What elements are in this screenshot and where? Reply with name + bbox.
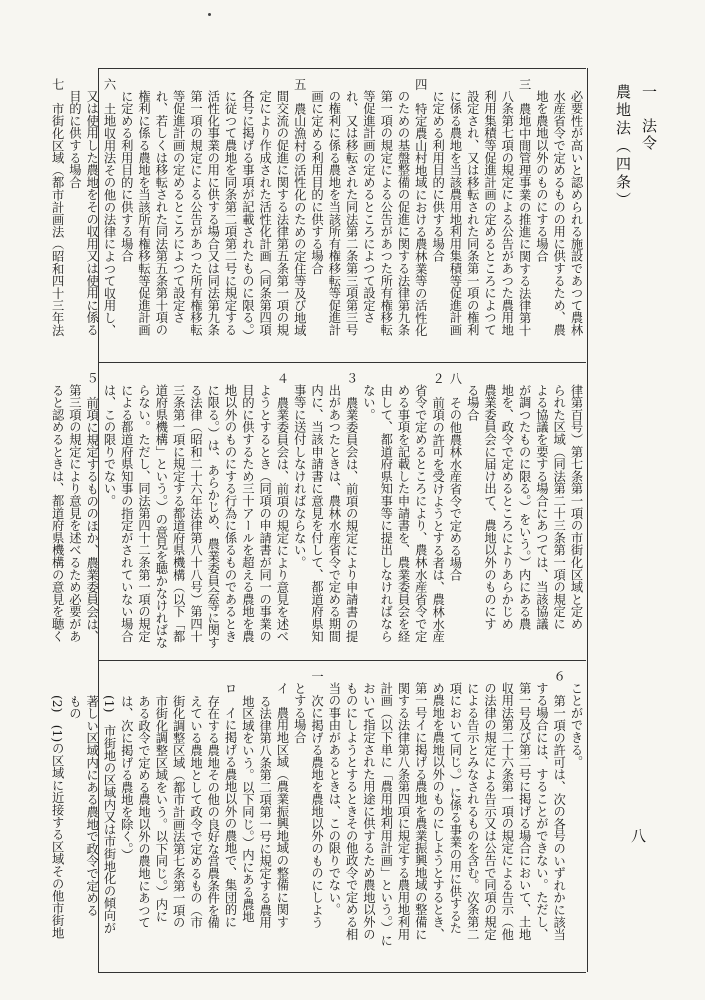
- text-line: 八 その他農林水産省令で定める場合: [447, 372, 462, 582]
- bottom-rule: [98, 972, 586, 973]
- text-line: 第一項の規定による公告があつた所有権移転: [378, 90, 393, 337]
- text-line: の法律の規定による告示又は公告で同項の規定: [482, 682, 497, 941]
- text-line: が調つたものに限る。）をいう。）内にある農: [517, 384, 532, 631]
- text-line: イ 農用地区域（農業振興地域の整備に関す: [274, 682, 289, 929]
- text-line: 存在する農地その他の良好な営農条件を備: [205, 694, 220, 929]
- text-line: 項において同じ。）に係る事業の用に供するた: [447, 682, 462, 935]
- text-line: ない。: [361, 384, 376, 422]
- text-line: えている農地として政令で定めるもの（市: [188, 694, 203, 929]
- text-line: 内に、当該申請書に意見を付して、都道府県知: [309, 384, 324, 643]
- text-line: 権利に係る農地を当該所有権移転等促進計画: [136, 90, 151, 337]
- text-line: による都道府県知事の指定がされていない場合: [119, 384, 134, 643]
- text-line: (2) (1)の区域に近接する区域その他市街地: [50, 694, 65, 939]
- text-line: 三条第一項に規定する都道府県機構（以下「都: [171, 384, 186, 643]
- text-line: 三 農地中間管理事業の推進に関する法律第十: [517, 78, 532, 337]
- text-line: 地以外のものにする行為に係るものであるとき: [223, 384, 238, 643]
- text-line: ２ 前項の許可を受けようとする者は、農林水産: [430, 372, 445, 643]
- text-line: に定める利用目的に供する場合: [119, 90, 134, 263]
- printer-mark: [208, 13, 211, 16]
- header-section-label: 一 法令: [640, 84, 658, 152]
- text-line: 八条第七項の規定による公告があつた農用地: [499, 90, 514, 337]
- text-line: 地区域をいう。以下同じ。）内にある農地: [240, 694, 255, 923]
- text-line: る法律第八条第二項第一号に規定する農用: [257, 694, 272, 929]
- text-line: 律第百号）第七条第一項の市街化区域と定め: [569, 384, 583, 631]
- text-line: に従つて農地を同条第二項第二号に規定する: [223, 90, 238, 337]
- text-line: 収用法第二十六条第一項の規定による告示（他: [499, 682, 514, 941]
- text-line: 一 次に掲げる農地を農地以外のものにしよう: [309, 670, 324, 929]
- text-line: は、次に掲げる農地を除く。）: [119, 694, 134, 861]
- text-line: られた区域（同法第二十三条第一項の規定に: [551, 384, 566, 631]
- header-law-title: 農地法（四条）: [614, 84, 632, 210]
- text-line: 地を農地以外のものにする場合: [534, 90, 549, 263]
- text-line: ５ 前項に規定するもののほか、農業委員会は、: [84, 372, 99, 643]
- text-line: に係る農地を当該農用地利用集積等促進計画: [447, 90, 462, 337]
- text-line: 各号に掲げる事項が記載されたものに限る。）: [240, 90, 255, 343]
- text-line: 地を、政令で定めるところによりあらかじめ: [499, 384, 514, 631]
- text-line: 利用集積等促進計画の定めるところによつて: [482, 90, 497, 337]
- text-line: (1) 市街地の区域内又は市街地化の傾向が: [101, 694, 116, 934]
- text-line: 農業委員会に届け出て、農地以外のものにす: [482, 384, 497, 631]
- text-line: る場合: [465, 384, 480, 422]
- text-line: ことができる。: [569, 682, 583, 769]
- text-line: 間交流の促進に関する法律第五条第一項の規: [274, 90, 289, 337]
- text-line: は、この限りでない。: [101, 384, 116, 508]
- text-line: ようとするとき（同項の申請書が同一の事業の: [257, 384, 272, 643]
- text-line: め農地を農地以外のものにしようとするとき、: [430, 682, 445, 941]
- text-line: 設定され、又は移転された同条第一項の権利: [465, 90, 480, 337]
- text-line: 由して、都道府県知事等に提出しなければなら: [378, 384, 393, 643]
- text-block-upper: [50, 78, 584, 356]
- text-line: 又は使用した農地をその収用又は使用に係る: [84, 90, 99, 337]
- text-line: ものにしようとするときその他政令で定める相: [344, 682, 359, 941]
- text-line: おいて指定された用途に供するため農地以外の: [361, 682, 376, 941]
- text-line: による告示とみなされるものを含む。次条第二: [465, 682, 480, 941]
- text-line: ロ イに掲げる農地以外の農地で、集団的に: [223, 682, 238, 929]
- text-line: 市街化調整区域をいう。以下同じ。）内に: [153, 694, 168, 923]
- text-line: 第一号イに掲げる農地を農業振興地域の整備に: [413, 682, 428, 941]
- text-line: 著しい区域内にある農地で政令で定める: [84, 694, 99, 916]
- text-line: よる協議を要する場合にあつては、当該協議: [534, 384, 549, 631]
- text-line: 関する法律第八条第四項に規定する農用地利用: [396, 682, 411, 941]
- text-line: れ、若しくは移転された同法第五条第十項の: [153, 90, 168, 337]
- divider-rule-2: [98, 660, 586, 661]
- text-line: ３ 農業委員会は、前項の規定により申請書の提: [344, 372, 359, 643]
- text-line: 第一号及び第二号に掲げる場合において、土地: [517, 682, 532, 941]
- text-line: 活性化事業の用に供する場合又は同法第九条: [205, 90, 220, 337]
- text-line: 当の事由があるときは、この限りでない。: [326, 682, 341, 916]
- text-line: 六 土地収用法その他の法律によつて収用し、: [101, 78, 116, 337]
- text-line: ある政令で定める農地以外の農地にあつて: [136, 694, 151, 929]
- text-line: に定める利用目的に供する場合: [430, 90, 445, 263]
- page-number: 八: [629, 828, 647, 843]
- text-line: 第一項の規定による公告があつた所有権移転: [188, 90, 203, 337]
- text-line: 目的に供するため三十アールを超える農地を農: [240, 384, 255, 643]
- text-line: 街化調整区域（都市計画法第七条第一項の: [171, 694, 186, 929]
- top-rule: [98, 68, 586, 69]
- text-line: る法律（昭和二十六年法律第八十八号）第四十: [188, 384, 203, 643]
- text-line: 画に定める利用目的に供する場合: [309, 90, 324, 275]
- text-line: 目的に供する場合: [67, 90, 82, 189]
- text-line: のための基盤整備の促進に関する法律第九条: [396, 90, 411, 337]
- text-line: する場合には、することができない。ただし、: [534, 682, 549, 941]
- text-line: 水産省令で定めるものの用に供するため、農: [551, 90, 566, 337]
- divider-rule-1: [98, 362, 586, 363]
- text-line: 省令で定めるところにより、農林水産省令で定: [413, 384, 428, 643]
- text-line: に限る。）は、あらかじめ、農業委員会等に関す: [205, 384, 220, 649]
- text-line: 等促進計画の定めるところによつて設定さ: [171, 90, 186, 324]
- text-line: 七 市街化区域（都市計画法（昭和四十三年法: [50, 78, 65, 337]
- text-line: 道府県機構」という。）の意見を聴かなければな: [153, 384, 168, 649]
- text-line: 事等に送付しなければならない。: [292, 384, 307, 569]
- text-line: 四 特定農山村地域における農林業等の活性化: [413, 78, 428, 337]
- text-line: 定により作成された活性化計画（同条第四項: [257, 90, 272, 337]
- text-block-middle: [50, 372, 584, 654]
- text-block-lower: [50, 670, 584, 966]
- text-line: ４ 農業委員会は、前項の規定により意見を述べ: [274, 372, 289, 643]
- text-line: らない。ただし、同法第四十二条第一項の規定: [136, 384, 151, 643]
- text-line: 計画（以下単に「農用地利用計画」という。）に: [378, 682, 393, 947]
- text-line: 五 農山漁村の活性化のための定住等及び地域: [292, 78, 307, 337]
- text-line: 出があつたときは、農林水産省令で定める期間: [326, 384, 341, 643]
- text-line: 必要性が高いと認められる施設であつて農林: [569, 90, 583, 337]
- text-line: ると認めるときは、都道府県機構の意見を聴く: [50, 384, 65, 643]
- text-line: 第三項の規定により意見を述べるため必要があ: [67, 384, 82, 643]
- text-line: ６ 第一項の許可は、次の各号のいずれかに該当: [551, 670, 566, 941]
- text-line: れ、又は移転された同法第二条第三項第三号: [344, 90, 359, 337]
- running-header: [592, 84, 662, 324]
- text-line: 等促進計画の定めるところによつて設定さ: [361, 90, 376, 324]
- text-line: の権利に係る農地を当該所有権移転等促進計: [326, 90, 341, 337]
- text-line: とする場合: [292, 682, 307, 744]
- text-line: もの: [67, 694, 82, 720]
- text-line: める事項を記載した申請書を、農業委員会を経: [396, 384, 411, 643]
